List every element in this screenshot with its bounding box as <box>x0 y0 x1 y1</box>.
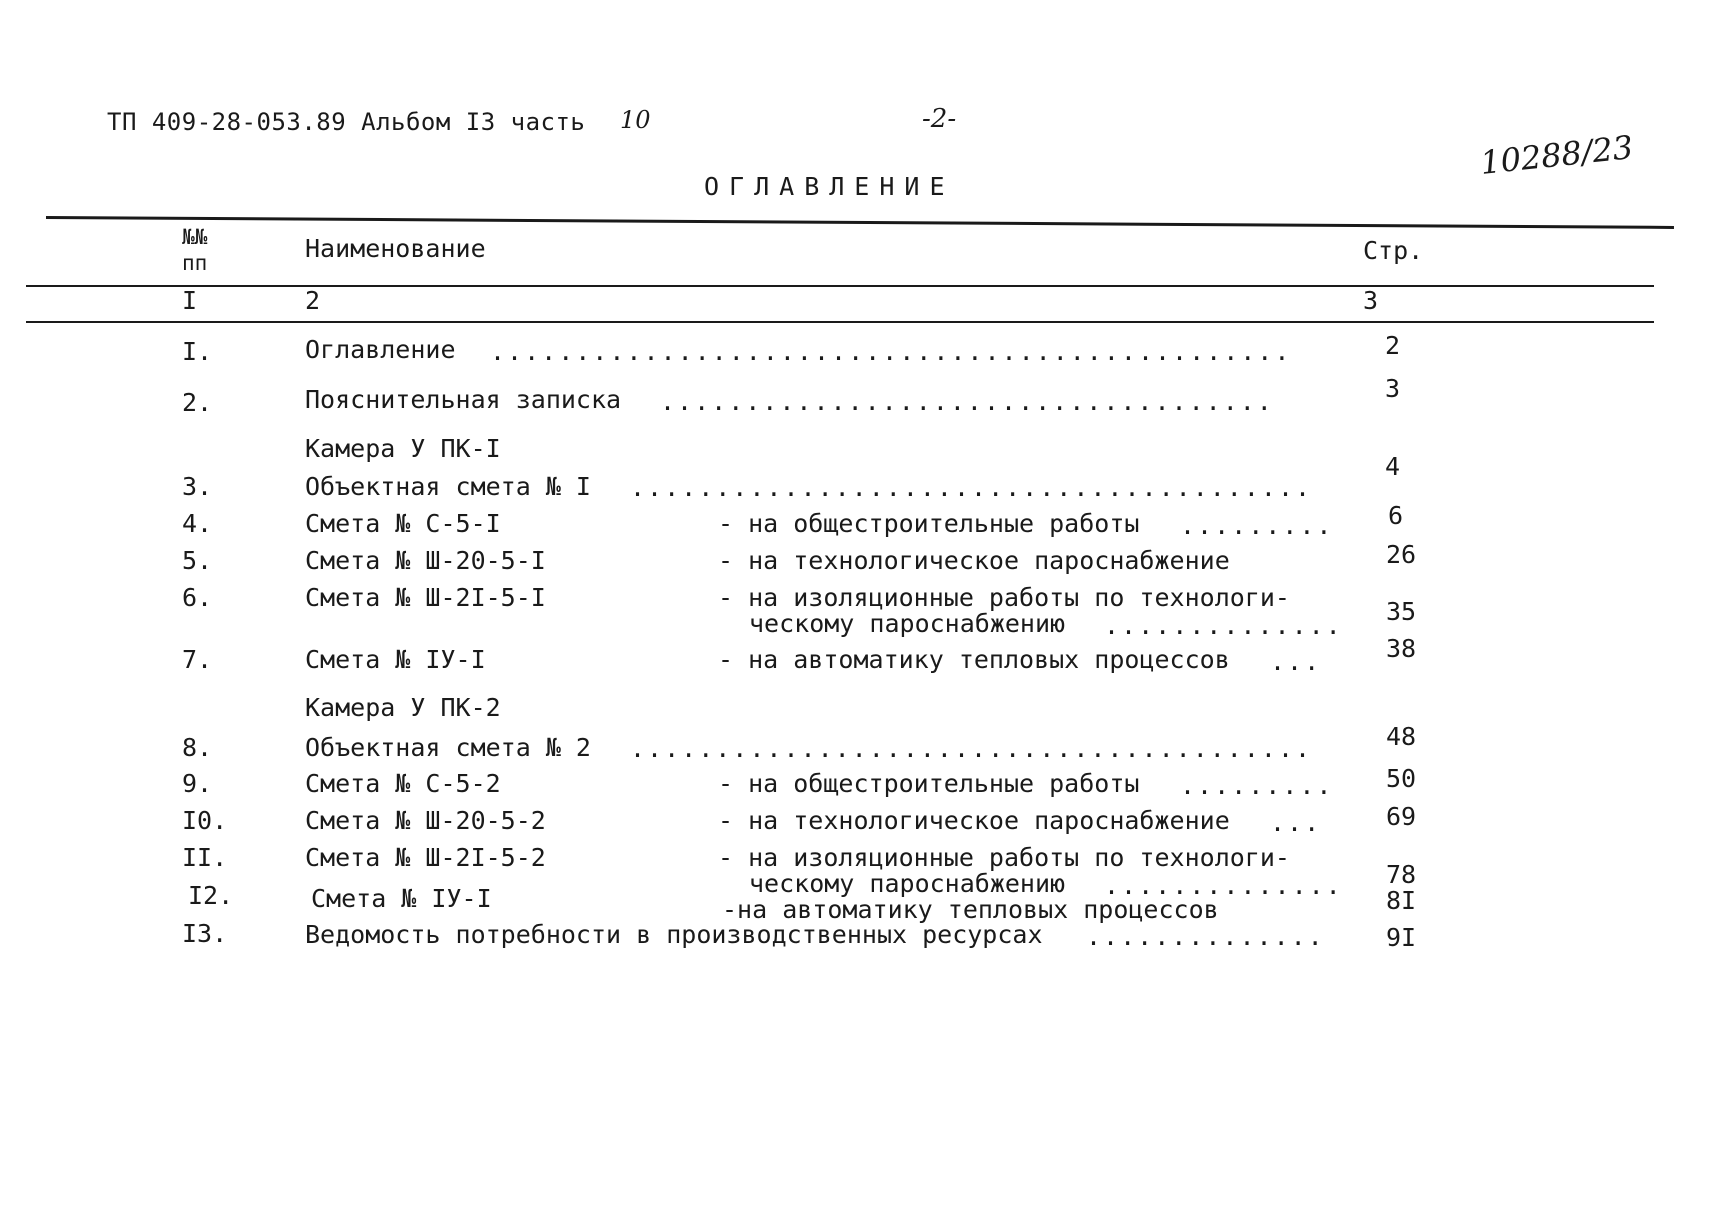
row-11-page: 78 <box>1386 860 1417 889</box>
row-10-leader: ... <box>1270 808 1322 837</box>
row-8-name: Объектная смета № 2 <box>305 733 591 762</box>
row-13-leader: .............. <box>1086 922 1325 951</box>
row-3-leader: ........................................ <box>630 473 1313 502</box>
column-header-page: Стр. <box>1363 236 1424 265</box>
registration-number: 10288/23 <box>1478 128 1635 182</box>
row-7-page: 38 <box>1386 634 1417 663</box>
row-1-page: 2 <box>1385 331 1401 360</box>
row-9-page: 50 <box>1386 764 1417 793</box>
row-6-description: - на изоляционные работы по технологи- <box>718 583 1290 612</box>
row-3-page: 4 <box>1385 452 1401 481</box>
row-7-description: - на автоматику тепловых процессов <box>718 645 1230 674</box>
column-number-3: 3 <box>1363 286 1379 315</box>
row-11-description-continued: ческому пароснабжению <box>749 869 1066 898</box>
table-top-rule <box>46 216 1674 229</box>
row-6-description-continued: ческому пароснабжению <box>749 609 1066 638</box>
row-5-name: Смета № Ш-20-5-I <box>305 546 546 575</box>
header-divider-rule <box>26 285 1654 287</box>
row-13-page: 9I <box>1386 923 1417 952</box>
page-title: ОГЛАВЛЕНИЕ <box>704 172 955 201</box>
row-10-name: Смета № Ш-20-5-2 <box>305 806 546 835</box>
row-4-number: 4. <box>182 509 213 538</box>
row-9-description: - на общестроительные работы <box>718 769 1140 798</box>
row-12-name: Смета № IУ-I <box>311 884 492 913</box>
row-4-page: 6 <box>1388 501 1404 530</box>
row-10-description: - на технологическое пароснабжение <box>718 806 1230 835</box>
row-9-name: Смета № С-5-2 <box>305 769 501 798</box>
column-header-name: Наименование <box>305 234 486 263</box>
row-7-number: 7. <box>182 645 213 674</box>
column-number-2: 2 <box>305 286 321 315</box>
part-number: 10 <box>620 106 651 134</box>
row-6-page: 35 <box>1386 597 1417 626</box>
document-code: ТП 409-28-053.89 Альбом I3 часть <box>107 108 586 136</box>
row-12-description: -на автоматику тепловых процессов <box>722 895 1219 924</box>
row-9-leader: ......... <box>1180 771 1334 800</box>
row-2-number: 2. <box>182 388 213 417</box>
row-3-number: 3. <box>182 472 213 501</box>
row-6-leader: .............. <box>1104 611 1343 640</box>
section-heading-camera-2: Камера У ПК-2 <box>305 693 501 722</box>
column-number-rule <box>26 321 1654 323</box>
page-marker: -2- <box>922 104 957 134</box>
row-4-name: Смета № С-5-I <box>305 509 501 538</box>
row-2-leader: .................................... <box>660 387 1274 416</box>
column-number-1: I <box>182 286 198 315</box>
row-4-leader: ......... <box>1180 511 1334 540</box>
row-1-number: I. <box>182 337 213 366</box>
row-8-leader: ........................................ <box>630 734 1313 763</box>
row-10-number: I0. <box>182 806 228 835</box>
row-7-name: Смета № IУ-I <box>305 645 486 674</box>
row-10-page: 69 <box>1386 802 1417 831</box>
row-12-number: I2. <box>188 881 234 910</box>
section-heading-camera-1: Камера У ПК-I <box>305 434 501 463</box>
row-2-name: Пояснительная записка <box>305 385 622 414</box>
row-11-number: II. <box>182 843 228 872</box>
row-12-page: 8I <box>1386 886 1417 915</box>
row-2-page: 3 <box>1385 374 1401 403</box>
row-3-name: Объектная смета № I <box>305 472 591 501</box>
row-5-description: - на технологическое пароснабжение <box>718 546 1230 575</box>
row-6-name: Смета № Ш-2I-5-I <box>305 583 546 612</box>
row-11-leader: .............. <box>1104 871 1343 900</box>
row-11-name: Смета № Ш-2I-5-2 <box>305 843 546 872</box>
row-5-page: 26 <box>1386 540 1417 569</box>
row-5-number: 5. <box>182 546 213 575</box>
row-8-number: 8. <box>182 733 213 762</box>
row-11-description: - на изоляционные работы по технологи- <box>718 843 1290 872</box>
row-8-page: 48 <box>1386 722 1417 751</box>
row-1-name: Оглавление <box>305 335 456 364</box>
row-9-number: 9. <box>182 769 213 798</box>
row-13-number: I3. <box>182 919 228 948</box>
row-4-description: - на общестроительные работы <box>718 509 1140 538</box>
row-1-leader: ............................................... <box>490 337 1292 366</box>
row-13-name: Ведомость потребности в производственных ресурсах <box>305 920 1043 949</box>
row-6-number: 6. <box>182 583 213 612</box>
row-7-leader: ... <box>1270 647 1322 676</box>
column-header-number: №№ пп <box>182 225 208 275</box>
